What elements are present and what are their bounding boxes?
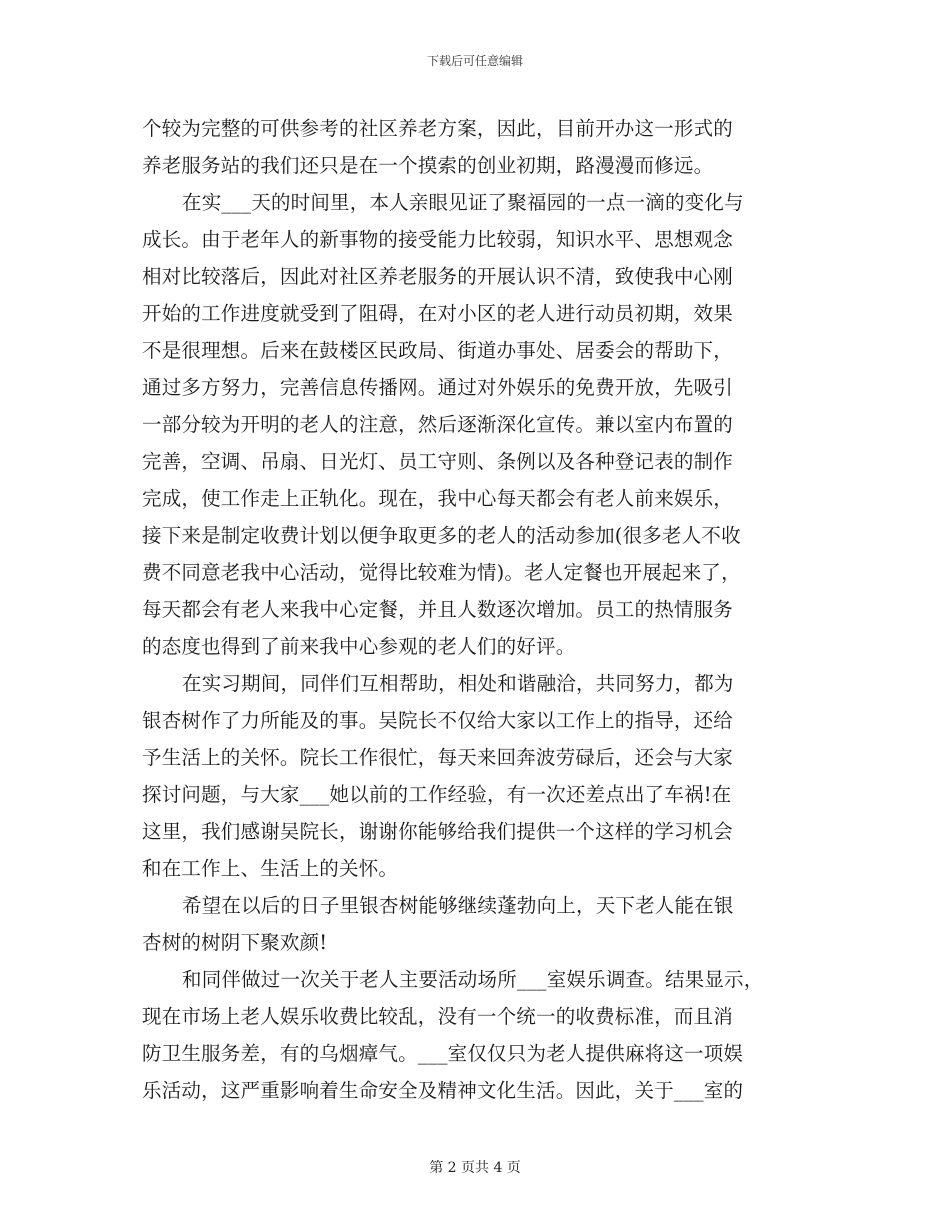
text-line: 和同伴做过一次关于老人主要活动场所___室娱乐调查。结果显示，: [182, 968, 764, 991]
text-line: 成长。由于老年人的新事物的接受能力比较弱，知识水平、思想观念: [142, 228, 734, 251]
text-line: 希望在以后的日子里银杏树能够继续蓬勃向上，天下老人能在银: [182, 894, 734, 917]
document-body: [142, 110, 812, 1109]
page-number: 第 2 页共 4 页: [429, 1160, 521, 1176]
text-line: 在实习期间，同伴们互相帮助，相处和谐融洽，共同努力，都为: [182, 672, 734, 695]
text-line: 现在市场上老人娱乐收费比较乱，没有一个统一的收费标准，而且消: [142, 1005, 734, 1028]
text-line: 相对比较落后，因此对社区养老服务的开展认识不清，致使我中心刚: [142, 265, 734, 288]
text-line: 完成，使工作走上正轨化。现在，我中心每天都会有老人前来娱乐，: [142, 487, 734, 510]
text-line: 个较为完整的可供参考的社区养老方案，因此，目前开办这一形式的: [142, 117, 734, 140]
text-line: 乐活动，这严重影响着生命安全及精神文化生活。因此，关于___室的: [142, 1079, 744, 1102]
text-line: 接下来是制定收费计划以便争取更多的老人的活动参加(很多老人不收: [142, 524, 741, 547]
text-line: 和在工作上、生活上的关怀。: [142, 857, 399, 880]
text-line: 费不同意老我中心活动，觉得比较难为情)。老人定餐也开展起来了，: [142, 561, 741, 584]
text-line: 不是很理想。后来在鼓楼区民政局、街道办事处、居委会的帮助下，: [142, 339, 734, 362]
text-line: 每天都会有老人来我中心定餐，并且人数逐次增加。员工的热情服务: [142, 598, 734, 621]
text-line: 在实___天的时间里，本人亲眼见证了聚福园的一点一滴的变化与: [182, 191, 744, 214]
text-line: 防卫生服务差，有的乌烟瘴气。___室仅仅只为老人提供麻将这一项娱: [142, 1042, 744, 1065]
page-header-note: 下载后可任意编辑: [426, 54, 523, 68]
text-line: 予生活上的关怀。院长工作很忙，每天来回奔波劳碌后，还会与大家: [142, 746, 734, 769]
text-line: 的态度也得到了前来我中心参观的老人们的好评。: [142, 635, 576, 658]
text-line: 养老服务站的我们还只是在一个摸索的创业初期，路漫漫而修远。: [142, 154, 714, 177]
text-line: 探讨问题，与大家___她以前的工作经验，有一次还差点出了车祸!在: [142, 783, 732, 806]
text-line: 一部分较为开明的老人的注意，然后逐渐深化宣传。兼以室内布置的: [142, 413, 734, 436]
text-line: 完善，空调、吊扇、日光灯、员工守则、条例以及各种登记表的制作: [142, 450, 734, 473]
text-line: 这里，我们感谢吴院长，谢谢你能够给我们提供一个这样的学习机会: [142, 820, 734, 843]
text-line: 通过多方努力，完善信息传播网。通过对外娱乐的免费开放，先吸引: [142, 376, 734, 399]
text-line: 银杏树作了力所能及的事。吴院长不仅给大家以工作上的指导，还给: [142, 709, 734, 732]
text-line: 杏树的树阴下聚欢颜!: [142, 931, 328, 954]
text-line: 开始的工作进度就受到了阻碍，在对小区的老人进行动员初期，效果: [142, 302, 734, 325]
